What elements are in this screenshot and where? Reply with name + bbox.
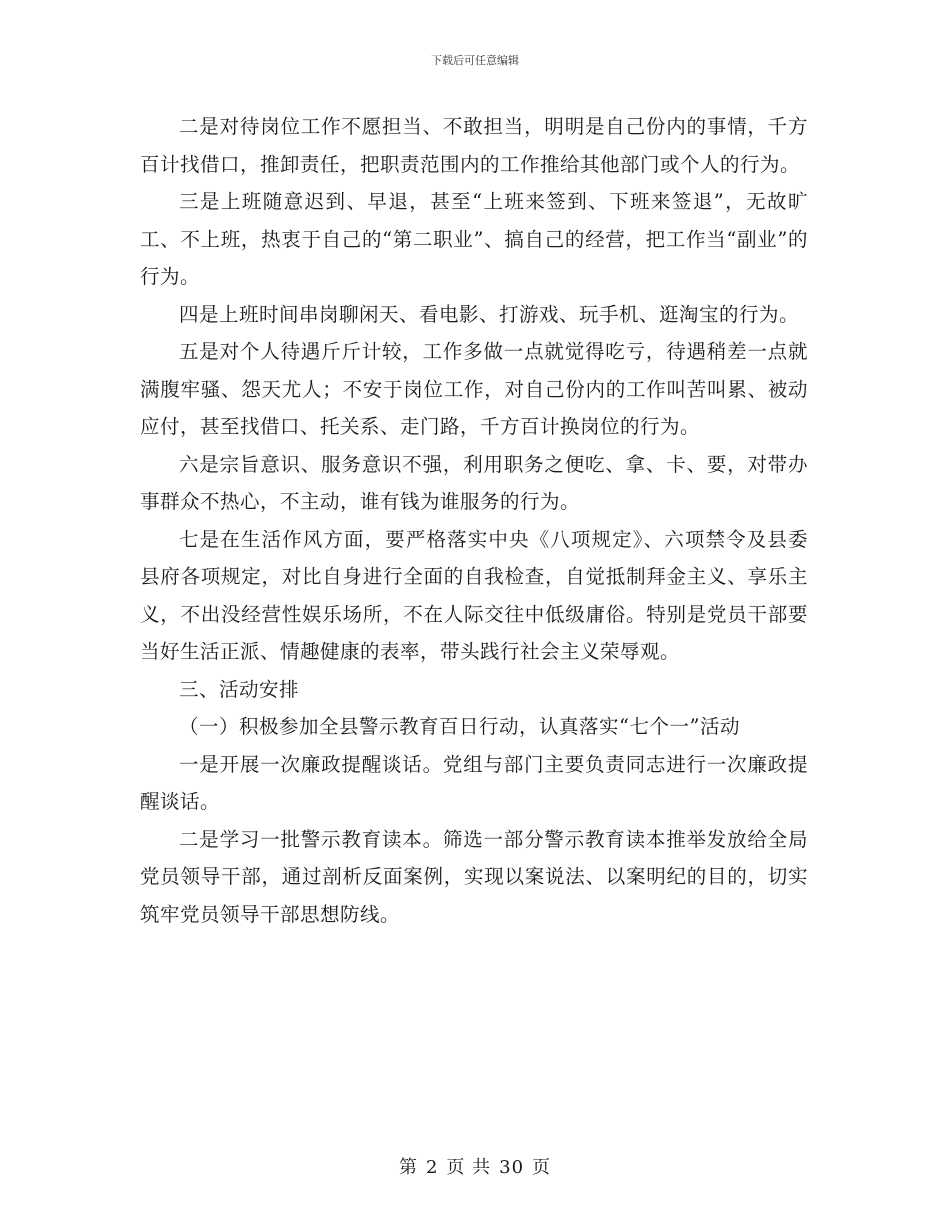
paragraph-1: 二是对待岗位工作不愿担当、不敢担当，明明是自己份内的事情，千方百计找借口，推卸责任，把职责范围内的工作推给其他部门或个人的行为。 (140, 115, 808, 176)
section-heading: 三、活动安排 (179, 677, 300, 701)
paragraph-4: 五是对个人待遇斤斤计较，工作多做一点就觉得吃亏，待遇稍差一点就满腹牢骚、怨天尤人；不安于岗位工作，对自己份内的工作叫苦叫累、被动应付，甚至找借口、托关系、走门路，千方百计换岗位的行为。 (140, 340, 808, 438)
paragraph-2: 三是上班随意迟到、早退，甚至“上班来签到、下班来签退”，无故旷工、不上班，热衷于自己的“第二职业”、搞自己的经营，把工作当“副业”的行为。 (140, 190, 808, 288)
page-suffix: 页 (532, 1157, 552, 1178)
paragraph-7: 一是开展一次廉政提醒谈话。党组与部门主要负责同志进行一次廉政提醒谈话。 (140, 752, 808, 813)
document-body (140, 108, 808, 933)
page-current: 2 (425, 1157, 439, 1178)
page-header-note: 下载后可任意编辑 (431, 54, 519, 67)
paragraph-3: 四是上班时间串岗聊闲天、看电影、打游戏、玩手机、逛淘宝的行为。 (179, 302, 800, 326)
paragraph-6: 七是在生活作风方面，要严格落实中央《八项规定》、六项禁令及县委县府各项规定，对比自身进行全面的自我检查，自觉抵制拜金主义、享乐主义，不出没经营性娱乐场所，不在人际交往中低级庸俗。特别是党员干部要当好生活正派、情趣健康的表率，带头践行社会主义荣辱观。 (140, 527, 808, 663)
paragraph-8: 二是学习一批警示教育读本。筛选一部分警示教育读本推举发放给全局党员领导干部，通过剖析反面案例，实现以案说法、以案明纪的目的，切实筑牢党员领导干部思想防线。 (140, 827, 808, 926)
subsection-heading: （一）积极参加全县警示教育百日行动，认真落实“七个一”活动 (179, 715, 740, 738)
page-prefix: 第 (398, 1157, 418, 1178)
paragraph-5: 六是宗旨意识、服务意识不强，利用职务之便吃、拿、卡、要，对带办事群众不热心，不主动，谁有钱为谁服务的行为。 (140, 452, 808, 513)
page-number-footer (0, 1153, 950, 1179)
page-mid: 页 共 (446, 1157, 492, 1178)
page-total: 30 (499, 1157, 525, 1178)
